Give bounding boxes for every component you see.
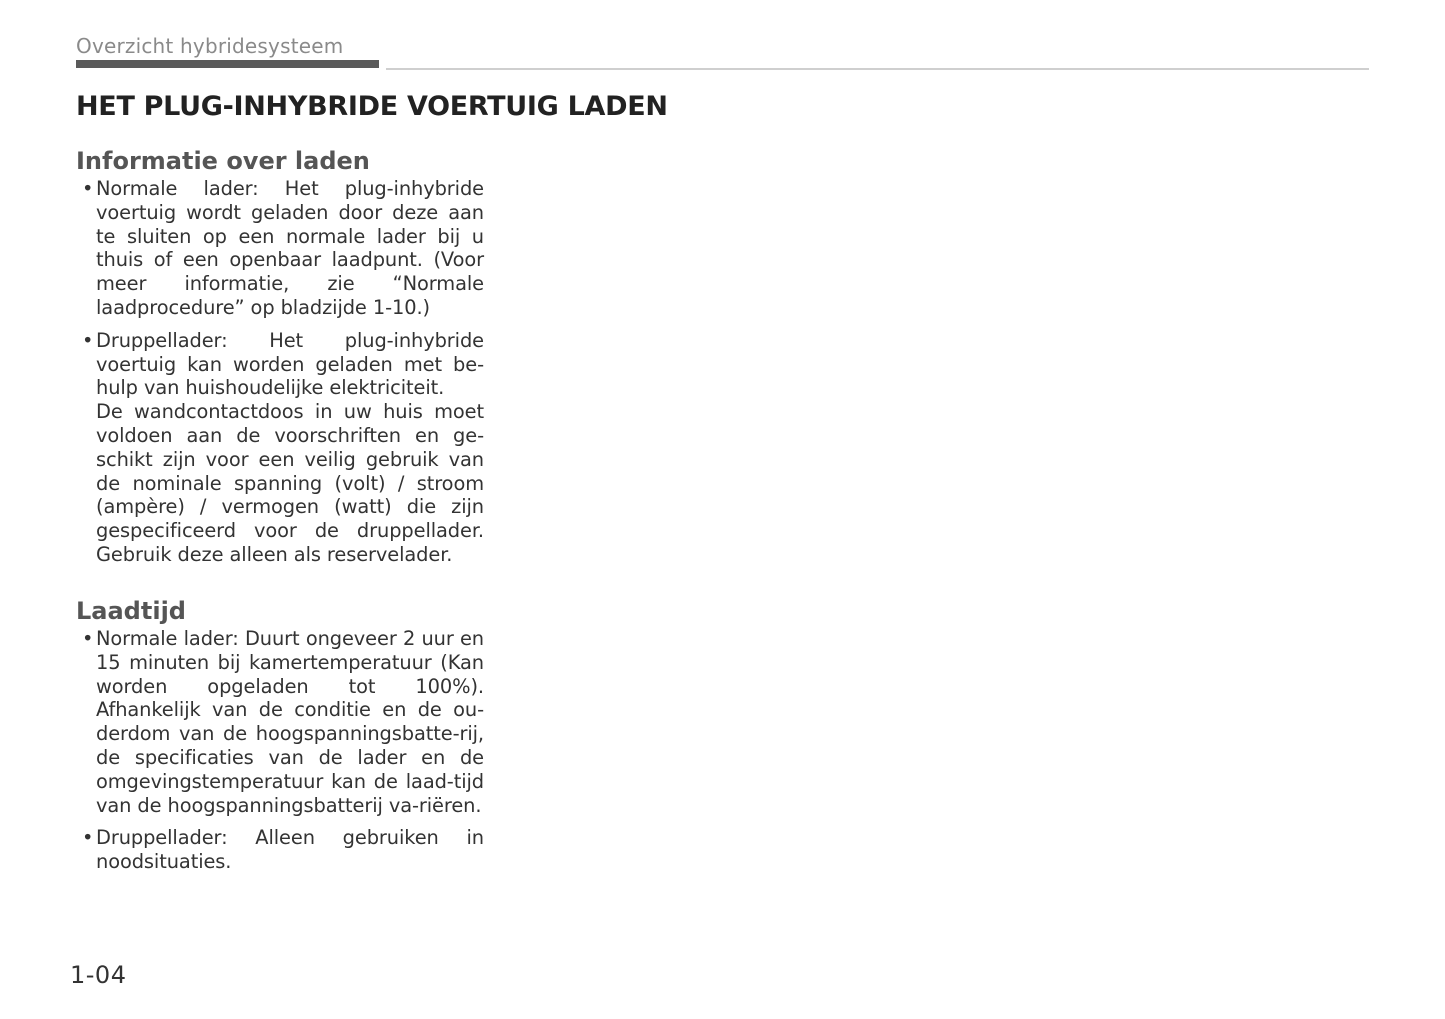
bullet-dot: •: [82, 177, 94, 200]
bullet-dot: •: [82, 627, 94, 650]
header-accent-bar: [76, 60, 379, 68]
charge-time-bullet-trickle-charger: [76, 826, 484, 874]
charge-time-section: [76, 596, 484, 874]
bullet-text: Normale lader: Het plug-inhybride voertuig wordt geladen door deze aan te sluiten op een normale lader bij u thuis of een openbaar laadpunt. (Voor meer informatie, zie “Normale laadprocedure” op bladzijde 1-10.): [96, 177, 484, 319]
section-title: HET PLUG-INHYBRIDE VOERTUIG LADEN: [76, 91, 668, 122]
running-header: Overzicht hybridesysteem: [76, 34, 344, 58]
bullet-text: Druppellader: Het plug-inhybride voertuig kan worden geladen met be-hulp van huishoudelijke elektriciteit. De wandcontactdoos in uw huis moet voldoen aan de voorschriften en ge-schikt zijn voor een veilig gebruik van de nominale spanning (volt) / stroom (ampère) / vermogen (watt) die zijn gespecificeerd voor de druppellader. Gebruik deze alleen als reservelader.: [96, 328, 484, 566]
info-heading: Informatie over laden: [76, 147, 370, 175]
bullet-text: Druppellader: Alleen gebruiken in noodsituaties.: [96, 826, 484, 874]
bullet-dot: •: [82, 826, 94, 850]
charge-time-heading: Laadtijd: [76, 597, 186, 625]
bullet-dot: •: [82, 328, 94, 352]
info-bullet-normal-charger: [76, 177, 484, 320]
charge-time-bullet-normal-charger: [76, 627, 484, 817]
info-section: [76, 146, 484, 567]
info-bullet-trickle-charger: [76, 329, 484, 567]
bullet-text: Normale lader: Duurt ongeveer 2 uur en 15 minuten bij kamertemperatuur (Kan worden opgeladen tot 100%). Afhankelijk van de conditie en de ou-derdom van de hoogspanningsbatte-rij, de specificaties van de lader en de omgevingstemperatuur kan de laad-tijd van de hoogspanningsbatterij va-riëren.: [96, 627, 484, 817]
page-number: 1-04: [70, 961, 127, 989]
header-rule: [386, 68, 1369, 70]
